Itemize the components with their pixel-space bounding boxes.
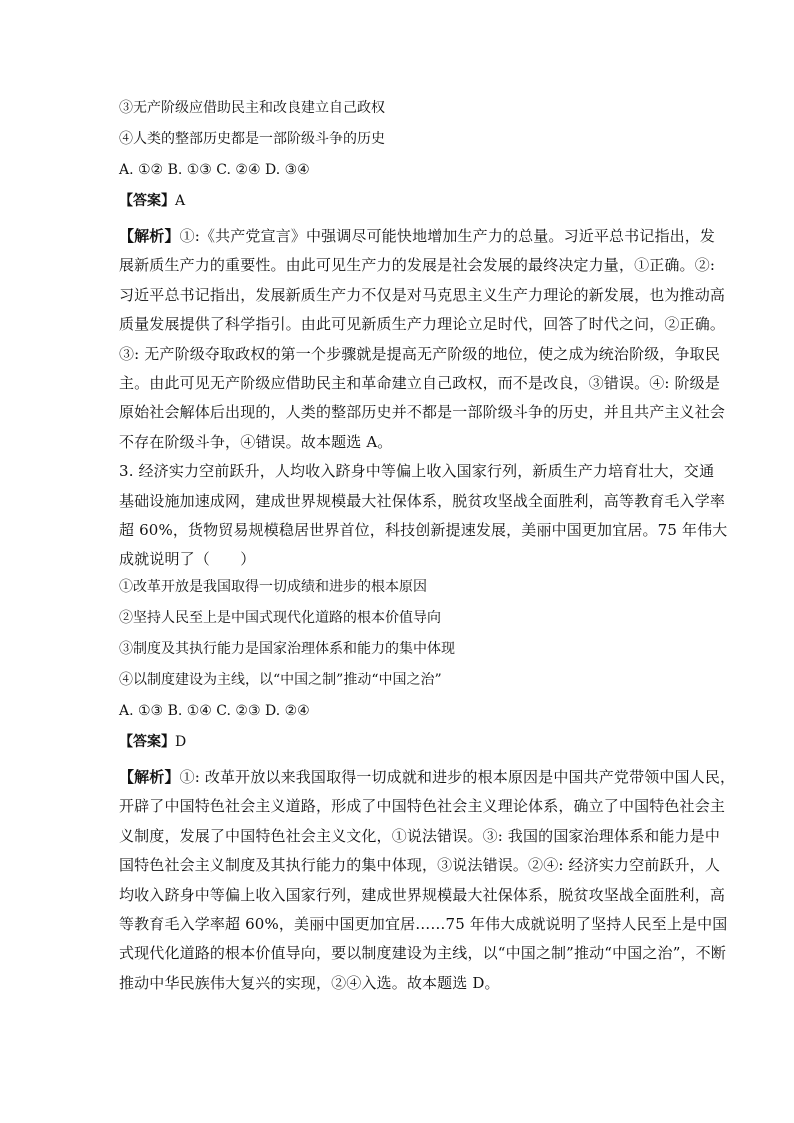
q2-analysis-line: 质量发展提供了科学指引。由此可见新质生产力理论立足时代，回答了时代之问，②正确。 (119, 315, 726, 334)
q2-choices: A. ①② B. ①③ C. ②④ D. ③④ (119, 162, 310, 178)
q2-analysis-line: 原始社会解体后出现的，人类的整部历史并不都是一部阶级斗争的历史，并且共产主义社会 (119, 403, 726, 422)
q3-stem (119, 457, 728, 575)
q3-analysis-line: 式现代化道路的根本价值导向，要以制度建设为主线，以“中国之制”推动“中国之治”，不断 (119, 944, 726, 963)
q2-analysis-line: 主。由此可见无产阶级应借助民主和革命建立自己政权，而不是改良，③错误。④: 阶级是 (119, 374, 720, 393)
analysis-text: ①: 改革开放以来我国取得一切成就和进步的根本原因是中国共产党带领中国人民， (179, 767, 736, 786)
document-page (119, 98, 736, 998)
answer-value: D (175, 733, 187, 750)
q3-analysis-line: 开辟了中国特色社会主义道路，形成了中国特色社会主义理论体系，确立了中国特色社会主 (119, 797, 726, 816)
q3-analysis-line: 国特色社会主义制度及其执行能力的集中体现，③说法错误。②④: 经济实力空前跃升，人 (119, 856, 720, 875)
q3-option-2: ②坚持人民至上是中国式现代化道路的根本价值导向 (119, 609, 441, 626)
q2-analysis (119, 222, 726, 457)
q2-analysis-line: 展新质生产力的重要性。由此可见生产力的发展是社会发展的最终决定力量，①正确。②: (119, 256, 716, 275)
q2-analysis-line: 不存在阶级斗争，④错误。故本题选 A。 (119, 432, 393, 451)
answer-value: A (175, 193, 186, 209)
q3-stem-line: 成就说明了（ ） (119, 550, 256, 569)
analysis-tag: 【解析】 (119, 227, 180, 245)
q3-analysis-line: 均收入跻身中等偏上收入国家行列，建成世界规模最大社保体系，脱贫攻坚战全面胜利，高 (119, 885, 726, 904)
q3-stem-line: 超 60%，货物贸易规模稳居世界首位，科技创新提速发展，美丽中国更加宜居。75 年伟大 (119, 521, 728, 540)
q3-option-1: ①改革开放是我国取得一切成绩和进步的根本原因 (119, 578, 427, 595)
q2-option-4: ④人类的整部历史都是一部阶级斗争的历史 (119, 131, 385, 147)
q2-analysis-line: ③: 无产阶级夺取政权的第一个步骤就是提高无产阶级的地位，使之成为统治阶级，争取民 (119, 344, 720, 363)
q2-analysis-line: 习近平总书记指出，发展新质生产力不仅是对马克思主义生产力理论的新发展，也为推动高 (119, 285, 726, 304)
q3-analysis-line: 义制度，发展了中国特色社会主义文化，①说法错误。③: 我国的国家治理体系和能力是中 (119, 826, 720, 845)
q2-answer (119, 191, 679, 211)
q3-option-4: ④以制度建设为主线，以“中国之制”推动“中国之治” (119, 671, 442, 688)
q3-analysis-line: 推动中华民族伟大复兴的实现，②④入选。故本题选 D。 (119, 973, 500, 992)
q3-analysis (119, 763, 736, 998)
analysis-text: ①:《共产党宣言》中强调尽可能快地增加生产力的总量。习近平总书记指出，发 (179, 227, 716, 245)
q3-stem-line: 基础设施加速成网，建成世界规模最大社保体系，脱贫攻坚战全面胜利，高等教育毛入学率 (119, 491, 726, 510)
q3-choices: A. ①③ B. ①④ C. ②③ D. ②④ (119, 702, 310, 719)
answer-tag: 【答案】 (119, 733, 175, 750)
answer-tag: 【答案】 (119, 193, 175, 209)
q2-option-3: ③无产阶级应借助民主和改良建立自己政权 (119, 100, 385, 116)
analysis-tag: 【解析】 (119, 767, 180, 786)
q3-analysis-line-1 (119, 763, 736, 792)
q3-option-3: ③制度及其执行能力是国家治理体系和能力的集中体现 (119, 640, 455, 657)
q3-answer (119, 732, 679, 752)
q3-stem-line: 3. 经济实力空前跃升，人均收入跻身中等偏上收入国家行列，新质生产力培育壮大，交通 (119, 462, 715, 481)
q2-analysis-line-1 (119, 222, 716, 251)
q3-analysis-line: 等教育毛入学率超 60%，美丽中国更加宜居……75 年伟大成就说明了坚持人民至上是中国 (119, 914, 728, 933)
